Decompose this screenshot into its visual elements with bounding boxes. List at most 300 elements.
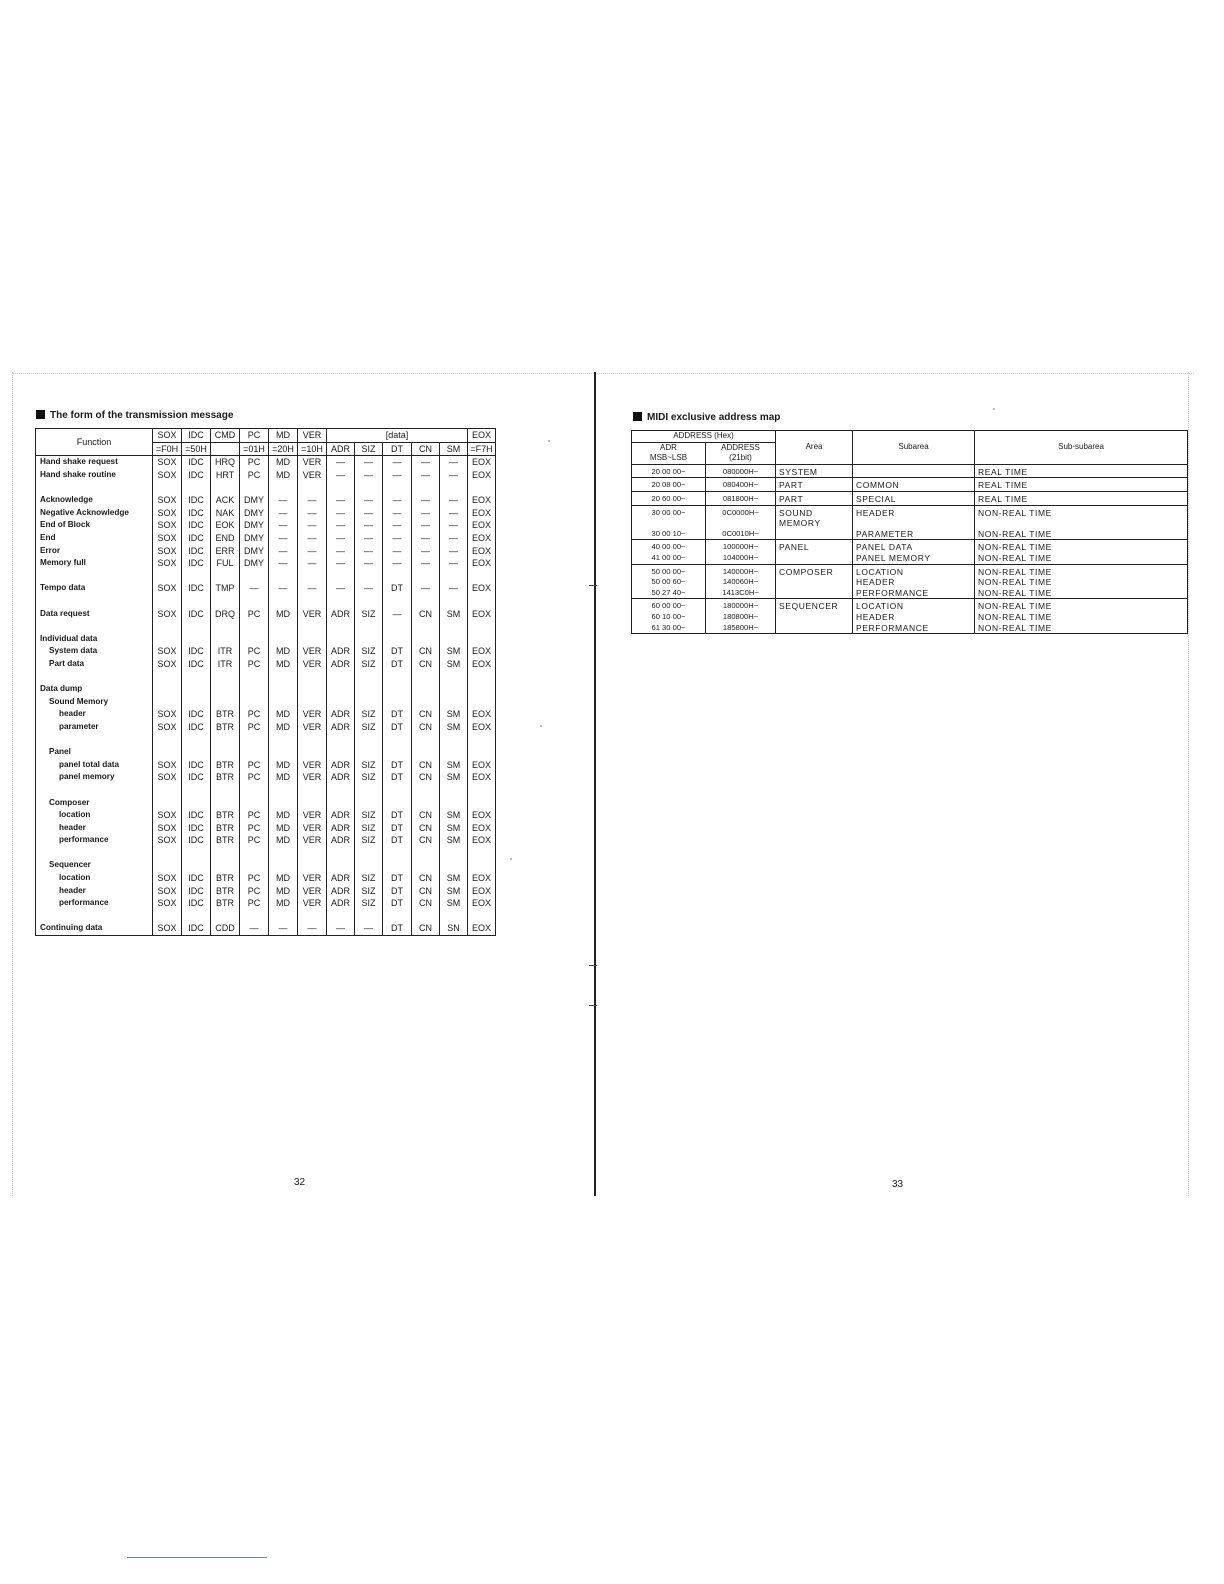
message-cell: — (412, 532, 440, 545)
address-21bit-header (706, 442, 776, 464)
message-cell (412, 620, 440, 633)
message-cell: — (269, 519, 298, 532)
message-cell: IDC (182, 582, 211, 595)
message-cell: DT (383, 658, 412, 671)
subsubarea-cell: NON-REAL TIME (975, 623, 1188, 634)
message-cell (182, 620, 211, 633)
message-cell: — (383, 557, 412, 570)
message-cell: DT (383, 708, 412, 721)
table-row (36, 595, 496, 608)
message-cell: SIZ (355, 708, 383, 721)
table-row (632, 564, 1188, 577)
message-cell (269, 733, 298, 746)
message-cell (412, 733, 440, 746)
subarea-cell: LOCATION (853, 564, 975, 577)
message-cell: IDC (182, 922, 211, 935)
message-cell: IDC (182, 507, 211, 520)
message-cell: SIZ (355, 821, 383, 834)
subarea-cell: HEADER (853, 505, 975, 518)
message-cell (182, 695, 211, 708)
subsubarea-cell: NON-REAL TIME (975, 540, 1188, 553)
message-cell: VER (298, 607, 327, 620)
transmission-title-text: The form of the transmission message (50, 410, 234, 421)
message-cell: — (440, 557, 468, 570)
function-cell (36, 481, 153, 494)
message-cell: TMP (211, 582, 240, 595)
message-cell: SIZ (355, 897, 383, 910)
message-cell: IDC (182, 544, 211, 557)
message-cell: SIZ (355, 884, 383, 897)
area-cell: PART (776, 478, 853, 492)
message-cell: SIZ (355, 758, 383, 771)
message-cell: PC (240, 658, 269, 671)
table-row (36, 784, 496, 797)
message-cell: BTR (211, 758, 240, 771)
subsubarea-cell: NON-REAL TIME (975, 599, 1188, 612)
message-cell (298, 746, 327, 759)
message-cell (153, 683, 182, 696)
message-cell (298, 481, 327, 494)
message-cell: SM (440, 758, 468, 771)
subarea-header: Subarea (853, 431, 975, 465)
area-cell: SEQUENCER (776, 599, 853, 612)
message-cell: — (440, 469, 468, 482)
message-cell: PC (240, 834, 269, 847)
function-cell: performance (36, 897, 153, 910)
table-row (36, 847, 496, 860)
message-cell (383, 695, 412, 708)
message-cell: — (269, 557, 298, 570)
function-cell: Tempo data (36, 582, 153, 595)
message-cell (269, 910, 298, 923)
message-cell: EOX (468, 834, 496, 847)
table-row (632, 577, 1188, 588)
table-row (36, 821, 496, 834)
message-cell: BTR (211, 897, 240, 910)
message-cell (327, 746, 355, 759)
message-cell (383, 796, 412, 809)
message-cell (298, 847, 327, 860)
table-row (36, 872, 496, 885)
message-cell: — (355, 544, 383, 557)
message-cell (383, 570, 412, 583)
message-cell (153, 859, 182, 872)
message-cell: EOX (468, 821, 496, 834)
table-row (36, 570, 496, 583)
adr-cell: 20 00 00~ (632, 464, 706, 478)
message-cell: BTR (211, 821, 240, 834)
message-cell: — (412, 507, 440, 520)
address-cell: 080400H~ (706, 478, 776, 492)
message-cell: — (440, 582, 468, 595)
message-cell: SOX (153, 771, 182, 784)
message-cell (240, 633, 269, 646)
message-cell: END (211, 532, 240, 545)
message-cell: — (269, 544, 298, 557)
message-cell (211, 695, 240, 708)
function-cell: performance (36, 834, 153, 847)
area-cell (776, 553, 853, 564)
table-row (36, 721, 496, 734)
adr-cell: 20 60 00~ (632, 491, 706, 505)
message-cell (468, 481, 496, 494)
message-cell (383, 670, 412, 683)
header-adr: ADR (327, 442, 355, 456)
address-cell: 185800H~ (706, 623, 776, 634)
table-row (36, 544, 496, 557)
function-cell (36, 784, 153, 797)
area-cell: SYSTEM (776, 464, 853, 478)
function-cell: End of Block (36, 519, 153, 532)
message-cell: — (412, 456, 440, 469)
message-cell: BTR (211, 708, 240, 721)
table-row (36, 645, 496, 658)
adr-cell: 20 08 00~ (632, 478, 706, 492)
message-cell (211, 570, 240, 583)
message-cell (468, 633, 496, 646)
message-cell: IDC (182, 834, 211, 847)
message-cell (182, 683, 211, 696)
message-cell: VER (298, 771, 327, 784)
function-cell (36, 733, 153, 746)
message-cell: IDC (182, 469, 211, 482)
function-cell: Hand shake routine (36, 469, 153, 482)
message-cell (211, 733, 240, 746)
message-cell: DT (383, 834, 412, 847)
message-cell (298, 695, 327, 708)
message-cell (355, 733, 383, 746)
message-cell: EOX (468, 607, 496, 620)
message-cell: — (412, 557, 440, 570)
table-row (632, 529, 1188, 540)
function-cell (36, 670, 153, 683)
message-cell: CN (412, 884, 440, 897)
message-cell: — (327, 557, 355, 570)
message-cell (211, 796, 240, 809)
message-cell (440, 683, 468, 696)
message-cell: DRQ (211, 607, 240, 620)
message-cell: EOX (468, 519, 496, 532)
message-cell: SM (440, 897, 468, 910)
message-cell: SOX (153, 708, 182, 721)
message-cell: SIZ (355, 872, 383, 885)
adr-cell: 30 00 10~ (632, 529, 706, 540)
message-cell: — (269, 582, 298, 595)
message-cell: EOX (468, 771, 496, 784)
message-cell (211, 595, 240, 608)
message-cell: ERR (211, 544, 240, 557)
address-cell: 080000H~ (706, 464, 776, 478)
message-cell (412, 633, 440, 646)
message-cell: MD (269, 884, 298, 897)
message-cell (182, 633, 211, 646)
message-cell: ITR (211, 645, 240, 658)
table-row (36, 507, 496, 520)
message-cell: — (327, 582, 355, 595)
message-cell: VER (298, 645, 327, 658)
message-cell: SM (440, 771, 468, 784)
function-cell: Error (36, 544, 153, 557)
header-cmd-value (211, 442, 240, 456)
message-cell (440, 859, 468, 872)
midi-address-map-table (631, 430, 1188, 634)
message-cell (468, 620, 496, 633)
table-row (36, 796, 496, 809)
message-cell (327, 620, 355, 633)
message-cell: EOX (468, 658, 496, 671)
message-cell: — (298, 922, 327, 935)
transmission-message-table (35, 428, 496, 936)
message-cell (468, 595, 496, 608)
message-cell: ADR (327, 897, 355, 910)
message-cell (327, 796, 355, 809)
message-cell: SM (440, 721, 468, 734)
message-cell (269, 620, 298, 633)
function-cell: Composer (36, 796, 153, 809)
message-cell: IDC (182, 456, 211, 469)
table-row (632, 588, 1188, 599)
message-cell: MD (269, 872, 298, 885)
message-cell (327, 859, 355, 872)
message-cell: HRQ (211, 456, 240, 469)
message-cell: IDC (182, 519, 211, 532)
message-cell: SM (440, 645, 468, 658)
subarea-cell (853, 518, 975, 529)
message-cell: SOX (153, 872, 182, 885)
message-cell (240, 796, 269, 809)
message-cell: PC (240, 897, 269, 910)
transmission-table-body (36, 456, 496, 936)
message-cell (240, 859, 269, 872)
table-row (36, 746, 496, 759)
address-hex-header: ADDRESS (Hex) (632, 431, 776, 443)
function-cell: End (36, 532, 153, 545)
message-cell: — (440, 544, 468, 557)
subsubarea-header: Sub-subarea (975, 431, 1188, 465)
adr-cell: 30 00 00~ (632, 505, 706, 518)
message-cell (383, 733, 412, 746)
area-cell (776, 577, 853, 588)
message-cell (355, 595, 383, 608)
message-cell: SOX (153, 519, 182, 532)
message-cell: IDC (182, 771, 211, 784)
table-row (36, 557, 496, 570)
message-cell (240, 733, 269, 746)
function-cell: panel total data (36, 758, 153, 771)
message-cell (153, 746, 182, 759)
message-cell: DMY (240, 519, 269, 532)
address-cell: 140000H~ (706, 564, 776, 577)
message-cell (468, 859, 496, 872)
table-row (36, 708, 496, 721)
header-pc-value: =01H (240, 442, 269, 456)
area-cell (776, 529, 853, 540)
table-row (36, 884, 496, 897)
message-cell: DT (383, 809, 412, 822)
message-cell (240, 481, 269, 494)
square-bullet-icon (633, 412, 642, 421)
message-cell (412, 847, 440, 860)
message-cell: — (327, 507, 355, 520)
message-cell: MD (269, 645, 298, 658)
message-cell: ADR (327, 658, 355, 671)
message-cell: ADR (327, 758, 355, 771)
message-cell (468, 746, 496, 759)
adr-header (632, 442, 706, 464)
message-cell (182, 796, 211, 809)
table-row (36, 758, 496, 771)
message-cell: MD (269, 809, 298, 822)
message-cell: — (298, 532, 327, 545)
message-cell (327, 670, 355, 683)
message-cell (298, 796, 327, 809)
message-cell: IDC (182, 897, 211, 910)
message-cell (412, 695, 440, 708)
message-cell: ACK (211, 494, 240, 507)
message-cell (240, 595, 269, 608)
message-cell: EOX (468, 884, 496, 897)
function-cell: panel memory (36, 771, 153, 784)
header-md: MD (269, 429, 298, 443)
message-cell: EOX (468, 922, 496, 935)
address-cell: 104000H~ (706, 553, 776, 564)
message-cell: — (327, 922, 355, 935)
message-cell: — (412, 519, 440, 532)
message-cell: DT (383, 645, 412, 658)
message-cell: CN (412, 658, 440, 671)
header-siz: SIZ (355, 442, 383, 456)
message-cell (269, 570, 298, 583)
message-cell: CN (412, 721, 440, 734)
area-cell: SOUND (776, 505, 853, 518)
right-page-edge (1188, 372, 1190, 1196)
message-cell: ADR (327, 821, 355, 834)
message-cell (383, 595, 412, 608)
message-cell (468, 683, 496, 696)
message-cell (440, 746, 468, 759)
message-cell: — (298, 507, 327, 520)
adr-label: ADR (660, 442, 677, 452)
message-cell (383, 847, 412, 860)
message-cell: PC (240, 758, 269, 771)
message-cell: PC (240, 721, 269, 734)
message-cell (269, 746, 298, 759)
message-cell (327, 695, 355, 708)
message-cell (355, 796, 383, 809)
message-cell: VER (298, 708, 327, 721)
message-cell (327, 733, 355, 746)
message-cell: PC (240, 884, 269, 897)
message-cell: — (412, 544, 440, 557)
message-cell: SOX (153, 821, 182, 834)
function-cell: header (36, 884, 153, 897)
gutter-tick (589, 965, 597, 966)
subarea-cell: PANEL MEMORY (853, 553, 975, 564)
function-cell: Continuing data (36, 922, 153, 935)
message-cell (240, 847, 269, 860)
subsubarea-cell: NON-REAL TIME (975, 505, 1188, 518)
message-cell (182, 847, 211, 860)
address-map-title-text: MIDI exclusive address map (647, 412, 781, 423)
page-gutter (594, 372, 596, 1196)
message-cell (412, 796, 440, 809)
function-cell: Acknowledge (36, 494, 153, 507)
message-cell (153, 570, 182, 583)
area-cell (776, 588, 853, 599)
message-cell (153, 670, 182, 683)
message-cell: SOX (153, 834, 182, 847)
message-cell (327, 595, 355, 608)
message-cell (355, 859, 383, 872)
message-cell: — (327, 469, 355, 482)
message-cell (468, 784, 496, 797)
message-cell: VER (298, 897, 327, 910)
message-cell (182, 746, 211, 759)
message-cell: ADR (327, 607, 355, 620)
adr-cell: 50 00 00~ (632, 564, 706, 577)
table-row (36, 456, 496, 469)
table-row (36, 481, 496, 494)
page-number-right: 33 (892, 1179, 904, 1190)
message-cell: PC (240, 607, 269, 620)
table-row (36, 582, 496, 595)
message-cell: SM (440, 607, 468, 620)
area-header: Area (776, 431, 853, 465)
adr-cell: 41 00 00~ (632, 553, 706, 564)
message-cell (327, 847, 355, 860)
message-cell (383, 633, 412, 646)
message-cell: VER (298, 658, 327, 671)
message-cell: SOX (153, 507, 182, 520)
message-cell (355, 746, 383, 759)
message-cell (355, 847, 383, 860)
message-cell (383, 481, 412, 494)
function-cell: location (36, 872, 153, 885)
left-page-edge (12, 372, 14, 1196)
table-row (36, 733, 496, 746)
message-cell: ITR (211, 658, 240, 671)
subsubarea-cell: REAL TIME (975, 478, 1188, 492)
message-cell: DT (383, 582, 412, 595)
message-cell: CN (412, 809, 440, 822)
message-cell (412, 570, 440, 583)
address-cell: 100000H~ (706, 540, 776, 553)
message-cell: EOX (468, 456, 496, 469)
address-cell: 0C0010H~ (706, 529, 776, 540)
transmission-section-title (36, 410, 233, 421)
bottom-blue-rule (127, 1557, 267, 1558)
message-cell: — (327, 544, 355, 557)
area-cell (776, 623, 853, 634)
table-row (36, 834, 496, 847)
message-cell: PC (240, 645, 269, 658)
message-cell: CN (412, 645, 440, 658)
message-cell: SOX (153, 532, 182, 545)
message-cell: EOX (468, 721, 496, 734)
message-cell: ADR (327, 809, 355, 822)
message-cell: — (383, 469, 412, 482)
message-cell (211, 746, 240, 759)
table-row (36, 494, 496, 507)
message-cell (269, 847, 298, 860)
area-cell: COMPOSER (776, 564, 853, 577)
message-cell: — (269, 507, 298, 520)
message-cell (383, 620, 412, 633)
message-cell: BTR (211, 872, 240, 885)
message-cell: — (298, 519, 327, 532)
function-cell: Hand shake request (36, 456, 153, 469)
address-map-body (632, 464, 1188, 633)
